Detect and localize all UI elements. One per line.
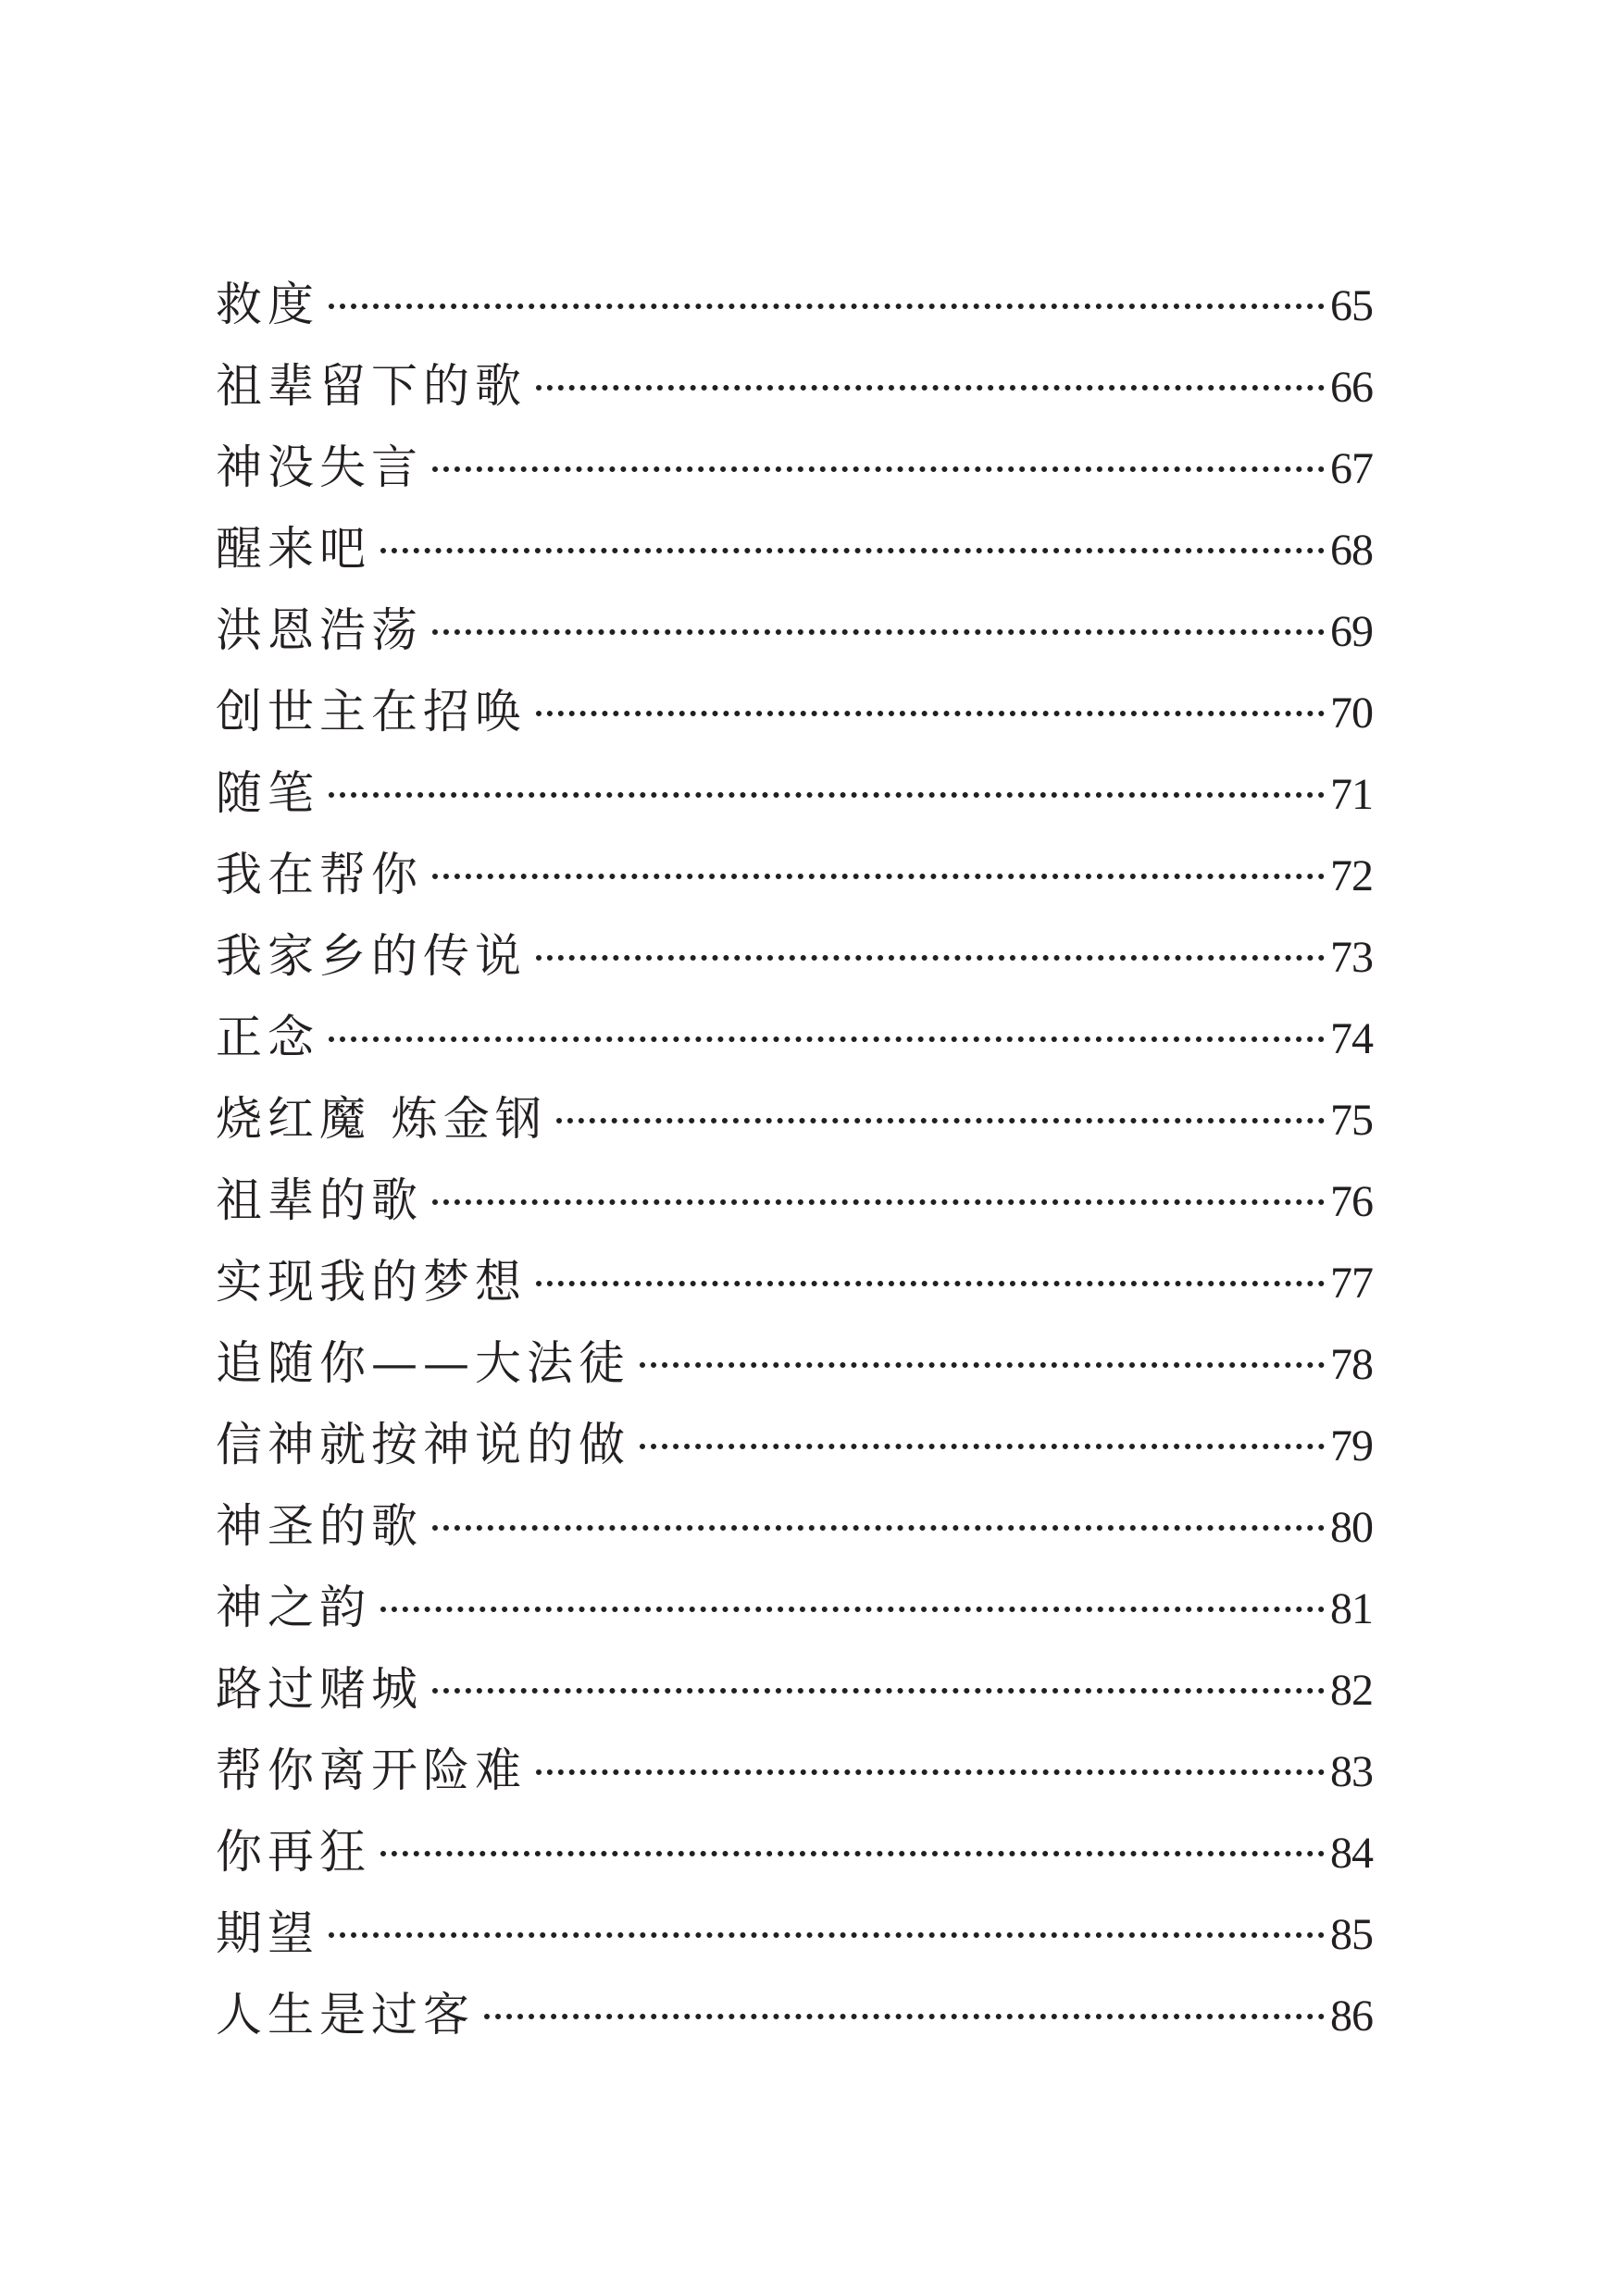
toc-entry — [216, 1241, 1373, 1322]
entry-title: 路过赌城 — [216, 1662, 423, 1716]
entry-title: 神圣的歌 — [216, 1499, 423, 1553]
toc-entry — [216, 1730, 1373, 1811]
toc-entry — [216, 1893, 1373, 1974]
entry-page-number: 75 — [1330, 1096, 1373, 1145]
entry-page-number: 68 — [1330, 526, 1373, 575]
toc-entry — [216, 1078, 1373, 1160]
entry-page-number: 78 — [1330, 1340, 1373, 1389]
entry-title: 正念 — [216, 1011, 319, 1064]
entry-page-number: 70 — [1330, 689, 1373, 738]
entry-page-number: 65 — [1330, 281, 1373, 330]
dot-leader — [432, 1525, 1325, 1531]
dot-leader — [329, 304, 1325, 309]
dot-leader — [432, 1199, 1325, 1205]
dot-leader — [380, 1607, 1325, 1612]
dot-leader — [536, 711, 1325, 716]
entry-page-number: 73 — [1330, 933, 1373, 982]
entry-page-number: 80 — [1330, 1503, 1373, 1552]
dot-leader — [329, 1932, 1325, 1938]
entry-title: 期望 — [216, 1906, 319, 1960]
dot-leader — [329, 1036, 1325, 1042]
entry-title: 实现我的梦想 — [216, 1255, 527, 1309]
entry-title: 神之韵 — [216, 1581, 371, 1634]
entry-page-number: 86 — [1330, 1992, 1373, 2041]
table-of-contents — [216, 264, 1373, 2055]
dot-leader — [432, 874, 1325, 879]
entry-title: 帮你离开险难 — [216, 1744, 527, 1797]
dot-leader — [432, 1688, 1325, 1694]
toc-entry — [216, 1160, 1373, 1241]
toc-entry — [216, 1404, 1373, 1485]
toc-entry — [216, 1974, 1373, 2055]
toc-entry — [216, 1322, 1373, 1404]
entry-page-number: 71 — [1330, 770, 1373, 819]
entry-title: 信神就按神说的做 — [216, 1418, 630, 1471]
toc-entry — [216, 345, 1373, 427]
toc-entry — [216, 997, 1373, 1078]
entry-page-number: 79 — [1330, 1421, 1373, 1471]
toc-entry — [216, 1811, 1373, 1893]
dot-leader — [536, 1281, 1325, 1286]
dot-leader — [556, 1118, 1325, 1123]
entry-title: 追随你——大法徒 — [216, 1336, 630, 1390]
dot-leader — [432, 466, 1325, 472]
entry-page-number: 69 — [1330, 607, 1373, 656]
entry-title: 创世主在招唤 — [216, 685, 527, 738]
entry-page-number: 77 — [1330, 1259, 1373, 1308]
entry-title: 随笔 — [216, 766, 319, 820]
entry-title: 醒来吧 — [216, 522, 371, 576]
entry-page-number: 76 — [1330, 1177, 1373, 1226]
entry-title: 祖辈的歌 — [216, 1173, 423, 1227]
dot-leader — [640, 1444, 1325, 1449]
dot-leader — [640, 1362, 1325, 1368]
dot-leader — [380, 1851, 1325, 1856]
toc-entry — [216, 1485, 1373, 1567]
toc-entry — [216, 1567, 1373, 1648]
entry-title: 烧红魔 炼金钢 — [216, 1092, 547, 1146]
toc-entry — [216, 1648, 1373, 1730]
toc-entry — [216, 590, 1373, 671]
entry-page-number: 85 — [1330, 1910, 1373, 1959]
dot-leader — [536, 1769, 1325, 1775]
toc-entry — [216, 264, 1373, 345]
dot-leader — [380, 548, 1325, 553]
toc-entry — [216, 752, 1373, 834]
entry-page-number: 74 — [1330, 1014, 1373, 1063]
entry-title: 我在帮你 — [216, 848, 423, 901]
dot-leader — [329, 792, 1325, 798]
entry-title: 救度 — [216, 278, 319, 331]
dot-leader — [484, 2014, 1325, 2019]
entry-page-number: 67 — [1330, 444, 1373, 493]
entry-title: 我家乡的传说 — [216, 929, 527, 983]
entry-page-number: 83 — [1330, 1747, 1373, 1796]
toc-entry — [216, 508, 1373, 590]
entry-title: 祖辈留下的歌 — [216, 359, 527, 413]
dot-leader — [536, 955, 1325, 961]
dot-leader — [432, 629, 1325, 635]
entry-title: 你再狂 — [216, 1825, 371, 1879]
toc-entry — [216, 915, 1373, 997]
entry-page-number: 84 — [1330, 1829, 1373, 1878]
entry-page-number: 72 — [1330, 851, 1373, 900]
entry-title: 神没失言 — [216, 441, 423, 494]
entry-title: 人生是过客 — [216, 1988, 475, 2042]
entry-page-number: 82 — [1330, 1666, 1373, 1715]
toc-entry — [216, 427, 1373, 508]
dot-leader — [536, 385, 1325, 391]
toc-entry — [216, 834, 1373, 915]
entry-page-number: 81 — [1330, 1584, 1373, 1633]
toc-entry — [216, 671, 1373, 752]
entry-page-number: 66 — [1330, 363, 1373, 412]
entry-title: 洪恩浩荡 — [216, 603, 423, 657]
